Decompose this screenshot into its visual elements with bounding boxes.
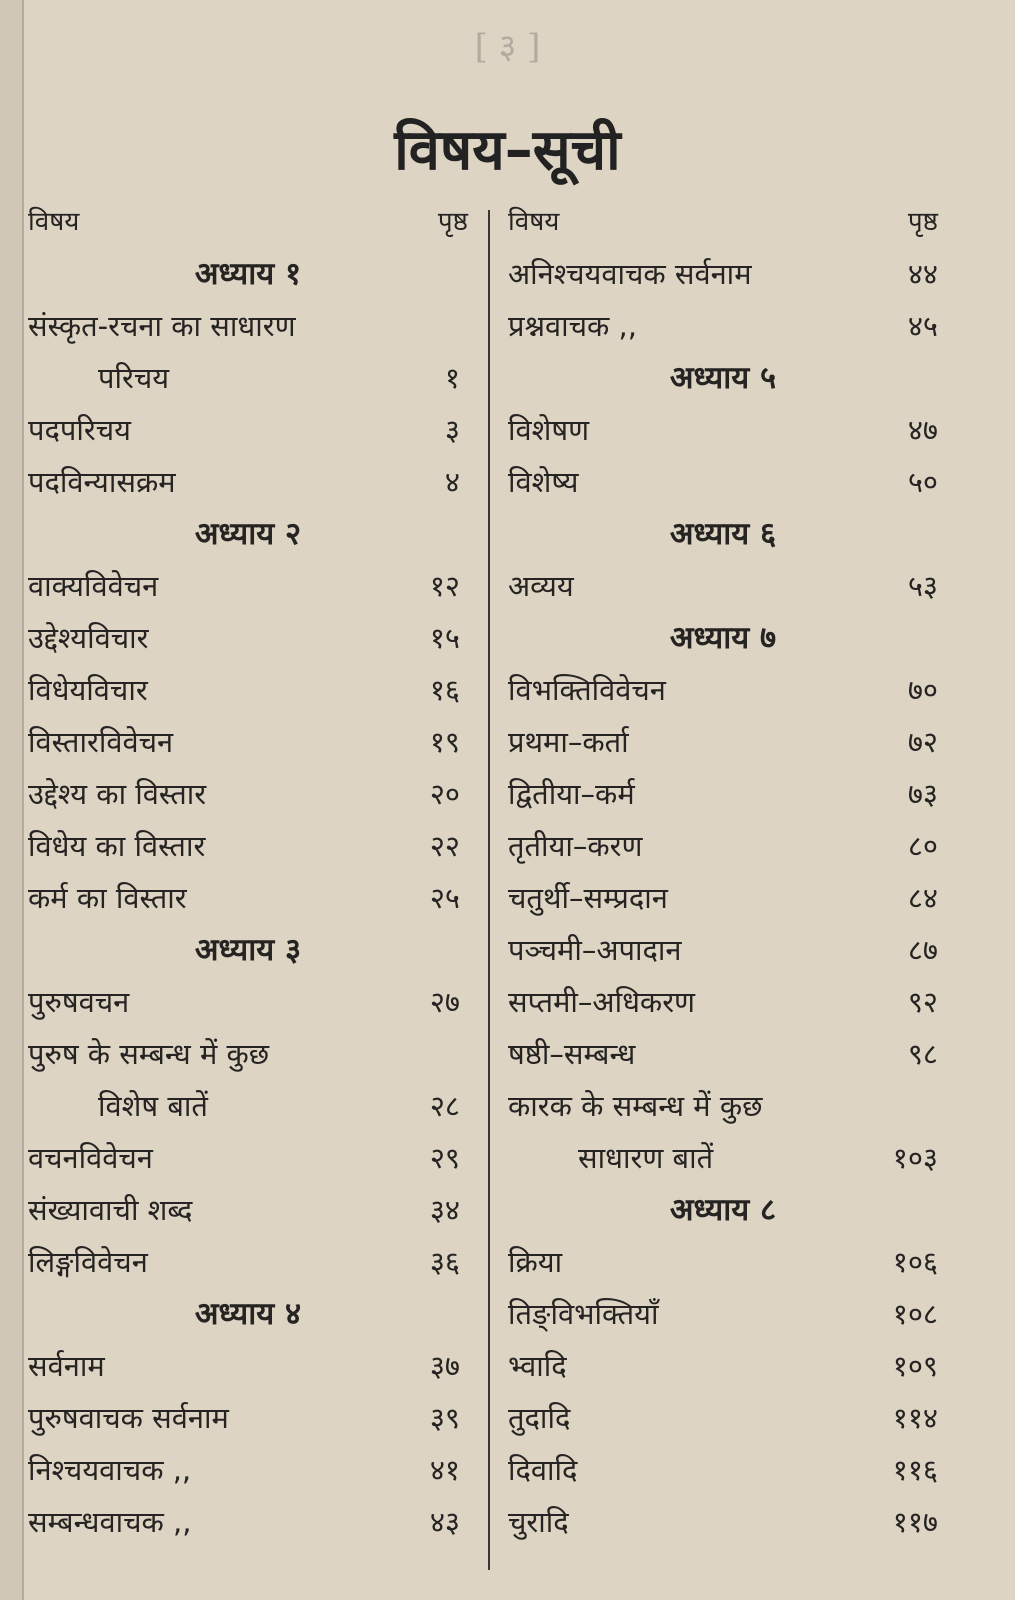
entry-page-number: ३ — [444, 413, 460, 447]
toc-left-column — [28, 196, 468, 1548]
entry-title: पुरुष के सम्बन्ध में कुछ — [28, 1037, 270, 1071]
entry-title: चुरादि — [508, 1505, 569, 1539]
toc-entry — [508, 1392, 938, 1444]
toc-entry — [508, 924, 938, 976]
entry-title: निश्चयवाचक ,, — [28, 1453, 192, 1487]
chapter-heading: अध्याय ८ — [669, 1192, 777, 1228]
toc-entry — [28, 1444, 468, 1496]
entry-title: चतुर्थी–सम्प्रदान — [508, 881, 668, 915]
entry-page-number: २० — [429, 777, 460, 811]
toc-entry — [28, 404, 468, 456]
toc-entry — [508, 664, 938, 716]
page-title: विषय–सूची — [394, 118, 621, 183]
toc-entry — [508, 300, 938, 352]
entry-page-number: २२ — [429, 829, 460, 863]
toc-entry — [28, 300, 468, 352]
entry-page-number: ७० — [907, 673, 938, 707]
toc-entry — [508, 1288, 938, 1340]
entry-page-number: ९२ — [907, 985, 938, 1019]
entry-page-number: ५० — [907, 465, 938, 499]
toc-entry — [28, 768, 468, 820]
entry-page-number: ८४ — [907, 881, 938, 915]
entry-title: वाक्यविवेचन — [28, 569, 159, 603]
entry-page-number: ७२ — [907, 725, 938, 759]
chapter-heading: अध्याय ४ — [194, 1296, 302, 1332]
toc-header — [508, 196, 938, 248]
entry-title: प्रश्नवाचक ,, — [508, 309, 637, 343]
entry-title: तृतीया–करण — [508, 829, 643, 863]
entry-page-number: ५३ — [907, 569, 938, 603]
entry-title: तिङ्विभक्तियाँ — [508, 1297, 659, 1331]
entry-title: विस्तारविवेचन — [28, 725, 174, 759]
entry-title: विशेषण — [508, 413, 590, 447]
entry-title: षष्ठी–सम्बन्ध — [508, 1037, 636, 1071]
toc-entry — [508, 716, 938, 768]
page-number-mark: [ ३ ] — [474, 27, 541, 67]
entry-title: क्रिया — [508, 1245, 563, 1279]
entry-title: सप्तमी–अधिकरण — [508, 985, 696, 1019]
entry-page-number: २५ — [429, 881, 460, 915]
toc-entry — [508, 872, 938, 924]
toc-entry — [28, 560, 468, 612]
entry-page-number: ७३ — [907, 777, 938, 811]
toc-entry — [28, 1184, 468, 1236]
toc-entry — [508, 820, 938, 872]
entry-page-number: ३९ — [429, 1401, 460, 1435]
entry-title: प्रथमा–कर्ता — [508, 725, 629, 759]
entry-title: विभक्तिविवेचन — [508, 673, 666, 707]
entry-title: सर्वनाम — [28, 1349, 105, 1383]
toc-entry — [508, 1444, 938, 1496]
toc-entry — [28, 1340, 468, 1392]
entry-title: पदविन्यासक्रम — [28, 465, 176, 499]
entry-title: विधेयविचार — [28, 673, 148, 707]
entry-title: परिचय — [98, 361, 170, 395]
entry-page-number: ४५ — [907, 309, 938, 343]
entry-page-number: १५ — [429, 621, 460, 655]
toc-entry — [28, 1028, 468, 1080]
entry-page-number: १०६ — [892, 1245, 938, 1279]
entry-title: विशेष बातें — [98, 1089, 208, 1123]
toc-right-column — [508, 196, 938, 1548]
toc-entry — [28, 716, 468, 768]
chapter-heading: अध्याय ६ — [669, 516, 777, 552]
entry-page-number: ४७ — [907, 413, 938, 447]
entry-page-number: १२ — [429, 569, 460, 603]
toc-entry — [508, 404, 938, 456]
toc-entry — [28, 820, 468, 872]
toc-entry — [28, 1080, 468, 1132]
entry-title: अव्यय — [508, 569, 574, 603]
entry-title: पदपरिचय — [28, 413, 131, 447]
entry-title: द्वितीया–कर्म — [508, 777, 635, 811]
column-divider — [488, 210, 490, 1570]
entry-title: संख्यावाची शब्द — [28, 1193, 193, 1227]
entry-page-number: ३७ — [429, 1349, 460, 1383]
entry-page-number: १०३ — [892, 1141, 938, 1175]
chapter-heading: अध्याय २ — [194, 516, 302, 552]
toc-entry — [28, 664, 468, 716]
entry-page-number: ९८ — [907, 1037, 938, 1071]
toc-entry — [508, 1340, 938, 1392]
toc-rows — [508, 248, 938, 1548]
header-topic: विषय — [28, 207, 80, 237]
entry-page-number: १०८ — [892, 1297, 938, 1331]
toc-entry — [28, 1496, 468, 1548]
entry-title: उद्देश्यविचार — [28, 621, 149, 655]
header-topic: विषय — [508, 207, 560, 237]
chapter-heading: अध्याय ५ — [669, 360, 777, 396]
entry-page-number: ८० — [907, 829, 938, 863]
entry-page-number: २८ — [429, 1089, 460, 1123]
toc-entry — [508, 1028, 938, 1080]
entry-title: तुदादि — [508, 1401, 571, 1435]
entry-title: पुरुषवाचक सर्वनाम — [28, 1401, 229, 1435]
chapter-heading: अध्याय ३ — [194, 932, 302, 968]
entry-title: विशेष्य — [508, 465, 579, 499]
toc-entry — [508, 1132, 938, 1184]
toc-entry — [508, 768, 938, 820]
entry-page-number: ८७ — [907, 933, 938, 967]
entry-title: कारक के सम्बन्ध में कुछ — [508, 1089, 763, 1123]
entry-title: अनिश्चयवाचक सर्वनाम — [508, 257, 752, 291]
toc-entry — [508, 456, 938, 508]
entry-page-number: १९ — [429, 725, 460, 759]
entry-title: साधारण बातें — [578, 1141, 714, 1175]
entry-title: कर्म का विस्तार — [28, 881, 187, 915]
entry-page-number: ३६ — [429, 1245, 460, 1279]
entry-title: दिवादि — [508, 1453, 578, 1487]
entry-page-number: ३४ — [429, 1193, 460, 1227]
toc-entry — [28, 456, 468, 508]
entry-title: विधेय का विस्तार — [28, 829, 206, 863]
toc-entry — [508, 248, 938, 300]
toc-entry — [508, 1236, 938, 1288]
toc-entry — [508, 1496, 938, 1548]
entry-page-number: २९ — [429, 1141, 460, 1175]
entry-title: वचनविवेचन — [28, 1141, 153, 1175]
entry-page-number: १६ — [429, 673, 460, 707]
entry-page-number: ४ — [444, 465, 460, 499]
entry-title: संस्कृत-रचना का साधारण — [28, 309, 296, 343]
toc-entry — [28, 352, 468, 404]
entry-title: पुरुषवचन — [28, 985, 130, 1019]
toc-entry — [28, 612, 468, 664]
entry-title: भ्वादि — [508, 1349, 567, 1383]
header-page: पृष्ठ — [907, 207, 938, 237]
header-page: पृष्ठ — [437, 207, 468, 237]
toc-entry — [28, 872, 468, 924]
toc-rows — [28, 248, 468, 1548]
toc-header — [28, 196, 468, 248]
toc-entry — [28, 1392, 468, 1444]
entry-page-number: ४४ — [907, 257, 938, 291]
entry-page-number: ११६ — [892, 1453, 938, 1487]
entry-page-number: १ — [444, 361, 460, 395]
toc-entry — [28, 1132, 468, 1184]
toc-entry — [28, 1236, 468, 1288]
entry-page-number: १०९ — [892, 1349, 938, 1383]
chapter-heading: अध्याय ७ — [669, 620, 777, 656]
entry-title: सम्बन्धवाचक ,, — [28, 1505, 192, 1539]
entry-title: पञ्चमी–अपादान — [508, 933, 682, 967]
entry-page-number: ११४ — [892, 1401, 938, 1435]
entry-page-number: ४१ — [429, 1453, 460, 1487]
entry-title: उद्देश्य का विस्तार — [28, 777, 207, 811]
entry-title: लिङ्गविवेचन — [28, 1245, 148, 1279]
toc-entry — [28, 976, 468, 1028]
entry-page-number: ४३ — [429, 1505, 460, 1539]
entry-page-number: २७ — [429, 985, 460, 1019]
toc-entry — [508, 1080, 938, 1132]
entry-page-number: ११७ — [892, 1505, 938, 1539]
page-gutter — [0, 0, 24, 1600]
chapter-heading: अध्याय १ — [194, 256, 302, 292]
toc-entry — [508, 560, 938, 612]
toc-entry — [508, 976, 938, 1028]
